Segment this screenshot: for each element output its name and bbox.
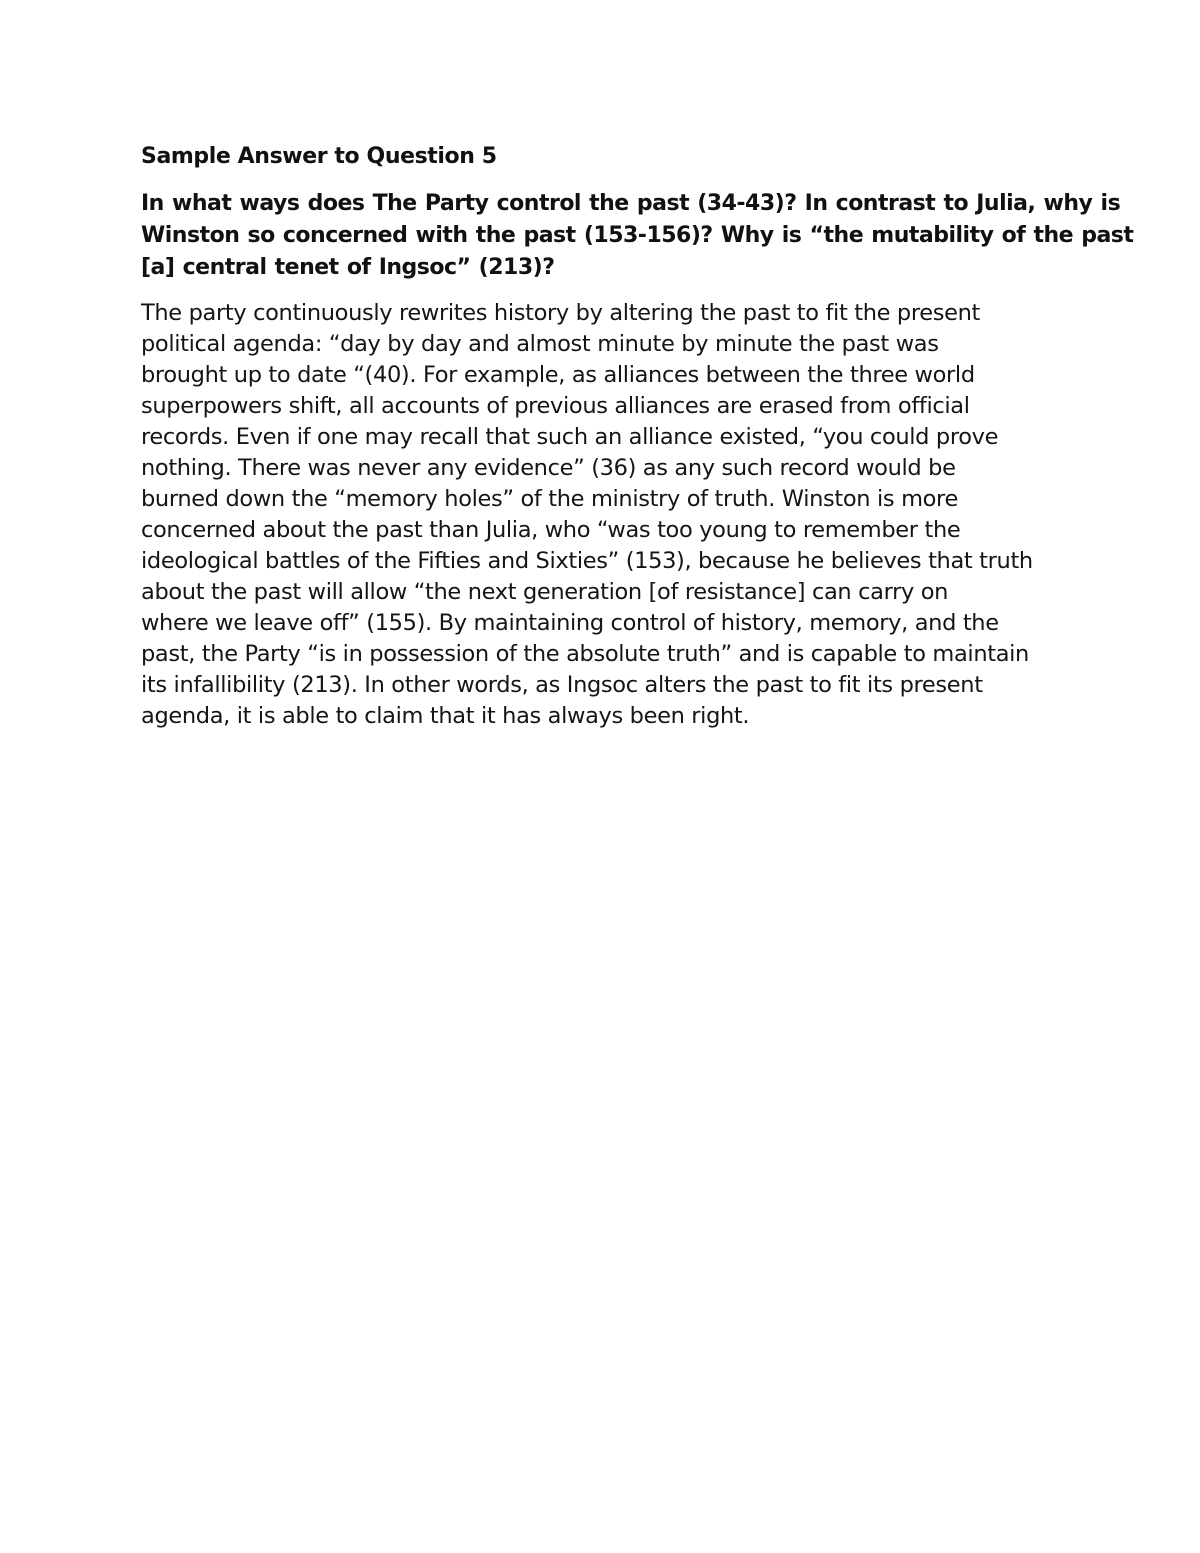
answer-line: burned down the “memory holes” of the ministry of truth. Winston is more [141, 486, 958, 512]
answer-line: agenda, it is able to claim that it has always been right. [141, 703, 750, 729]
answer-line: The party continuously rewrites history by altering the past to fit the present [141, 300, 980, 326]
answer-line: concerned about the past than Julia, who “was too young to remember the [141, 517, 961, 543]
answer-line: ideological battles of the Fifties and Sixties” (153), because he believes that truth [141, 548, 1033, 574]
answer-line: past, the Party “is in possession of the absolute truth” and is capable to maintain [141, 641, 1029, 667]
answer-line: its infallibility (213). In other words, as Ingsoc alters the past to fit its present [141, 672, 983, 698]
document-content [141, 141, 1134, 732]
answer-paragraph [141, 298, 1061, 732]
question-line: In what ways does The Party control the past (34-43)? In contrast to Julia, why is [141, 191, 1121, 216]
answer-line: brought up to date “(40). For example, as alliances between the three world [141, 362, 975, 388]
question-text [141, 188, 1134, 284]
document-title: Sample Answer to Question 5 [141, 144, 497, 169]
answer-line: about the past will allow “the next generation [of resistance] can carry on [141, 579, 949, 605]
answer-line: nothing. There was never any evidence” (36) as any such record would be [141, 455, 956, 481]
answer-line: political agenda: “day by day and almost minute by minute the past was [141, 331, 939, 357]
answer-line: superpowers shift, all accounts of previous alliances are erased from official [141, 393, 970, 419]
question-line: [a] central tenet of Ingsoc” (213)? [141, 255, 555, 280]
answer-line: records. Even if one may recall that such an alliance existed, “you could prove [141, 424, 999, 450]
question-line: Winston so concerned with the past (153-156)? Why is “the mutability of the past [141, 223, 1134, 248]
answer-line: where we leave off” (155). By maintaining control of history, memory, and the [141, 610, 999, 636]
